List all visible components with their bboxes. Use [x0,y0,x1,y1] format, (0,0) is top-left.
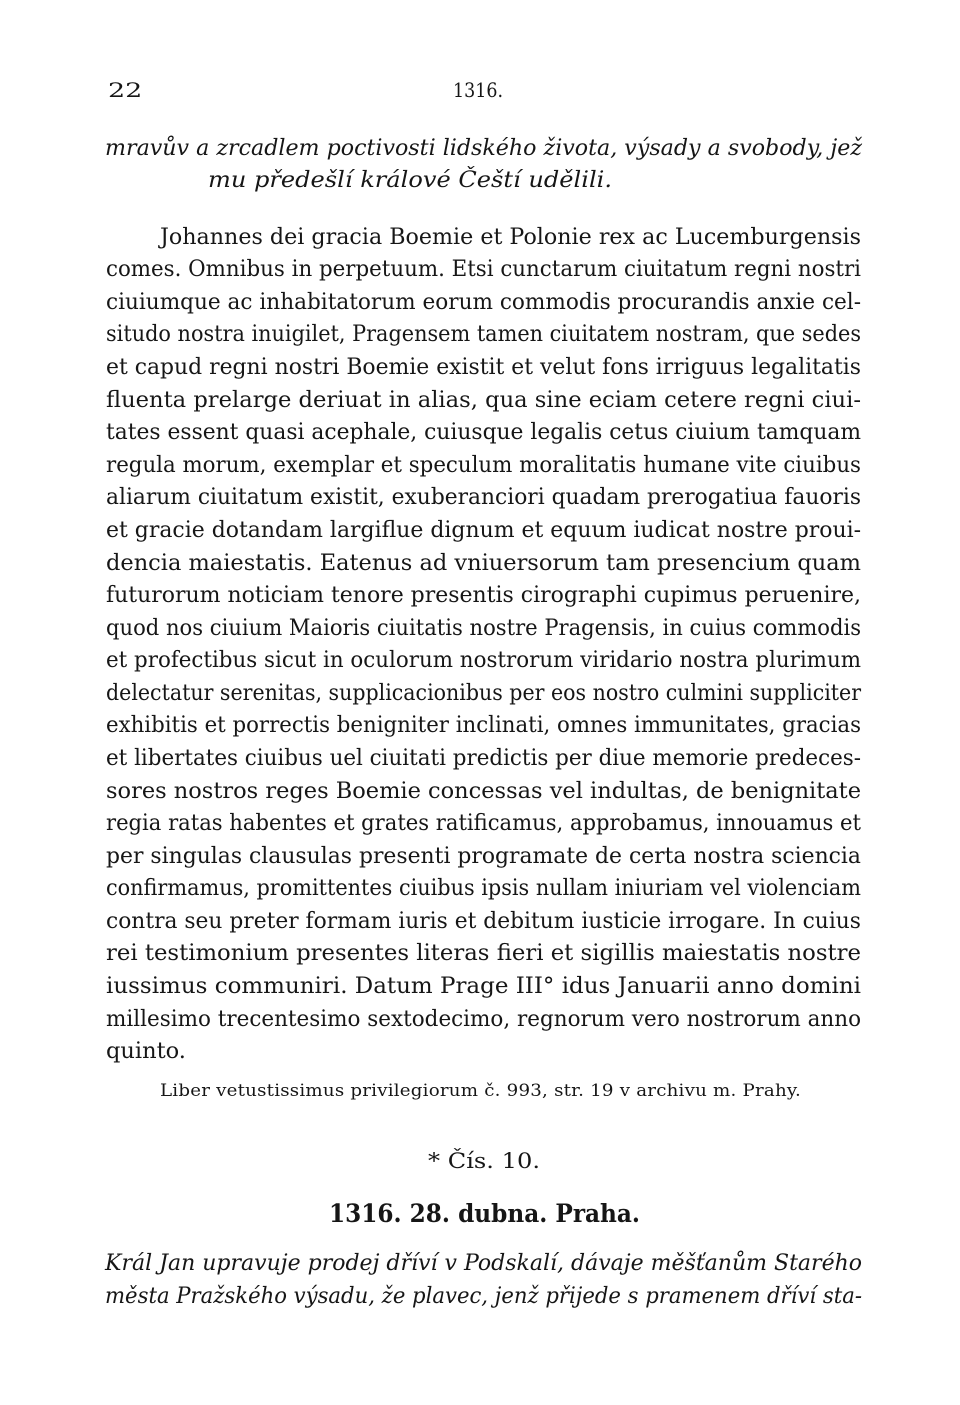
text-line: ciuiumque ac inhabitatorum eorum commodis procurandis anxie cel- [106,289,862,315]
text-line: et gracie dotandam largiflue dignum et equum iudicat nostre proui- [106,517,862,543]
text-line: tates essent quasi acephale, cuiusque legalis cetus ciuium tamquam [106,419,862,445]
text-line: et capud regni nostri Boemie existit et velut fons irriguus legalitatis [106,354,862,380]
text-line: rei testimonium presentes literas fieri et sigillis maiestatis nostre [106,940,861,966]
text-line: per singulas clausulas presenti programate de certa nostra sciencia [106,843,861,869]
text-line: regula morum, exemplar et speculum moralitatis humane vite ciuibus [106,452,861,478]
text-line: Johannes dei gracia Boemie et Polonie rex ac Lucemburgensis [160,224,862,250]
text-line: dencia maiestatis. Eatenus ad vniuersorum tam presencium quam [106,550,861,576]
text-line: fluenta prelarge deriuat in alias, qua sine eciam cetere regni ciui- [106,387,861,413]
text-line: sores nostros reges Boemie concessas vel indultas, de benignitate [106,778,862,804]
text-line: futurorum noticiam tenore presentis cirographi cupimus peruenire, [106,582,861,608]
document-date-heading: 1316. 28. dubna. Praha. [329,1199,641,1228]
document-number: * Čís. 10. [428,1149,540,1173]
text-line: quod nos ciuium Maioris ciuitatis nostre Pragensis, in cuius commodis [106,615,862,641]
page-number: 22 [108,78,143,102]
summary-line: města Pražského výsadu, že plavec, jenž přijede s pramenem dříví sta- [105,1283,862,1309]
text-line: comes. Omnibus in perpetuum. Etsi cunctarum ciuitatum regni nostri [106,256,862,282]
summary-line: mravův a zrcadlem poctivosti lidského života, výsady a svobody, jež [105,135,863,161]
text-line: et libertates ciuibus uel ciuitati predictis per diue memorie predeces- [106,745,861,771]
source-note: Liber vetustissimus privilegiorum č. 993, str. 19 v archivu m. Prahy. [160,1081,802,1101]
text-line: contra seu preter formam iuris et debitum iusticie irrogare. In cuius [106,908,861,934]
text-line: situdo nostra inuigilet, Pragensem tamen ciuitatem nostram, que sedes [106,321,862,347]
text-line: millesimo trecentesimo sextodecimo, regnorum vero nostrorum anno [106,1006,862,1032]
text-line: et profectibus sicut in oculorum nostrorum viridario nostra plurimum [106,647,862,673]
running-title: 1316. [453,78,503,102]
text-line: iussimus communiri. Datum Prage III° idus Januarii anno domini [106,973,861,999]
text-line: delectatur serenitas, supplicacionibus per eos nostro culmini suppliciter [106,680,862,706]
summary-line: mu předešlí králové Čeští udělili. [208,167,613,193]
summary-line: Král Jan upravuje prodej dříví v Podskalí, dávaje měšťanům Starého [105,1250,863,1276]
text-line: aliarum ciuitatum existit, exuberanciori quadam prerogatiua fauoris [106,484,861,510]
text-line: confirmamus, promittentes ciuibus ipsis nullam iniuriam vel violenciam [106,875,862,901]
text-line: quinto. [106,1038,186,1064]
text-line: exhibitis et porrectis benigniter inclinati, omnes immunitates, gracias [106,712,862,738]
text-line: regia ratas habentes et grates ratificamus, approbamus, innouamus et [106,810,862,836]
